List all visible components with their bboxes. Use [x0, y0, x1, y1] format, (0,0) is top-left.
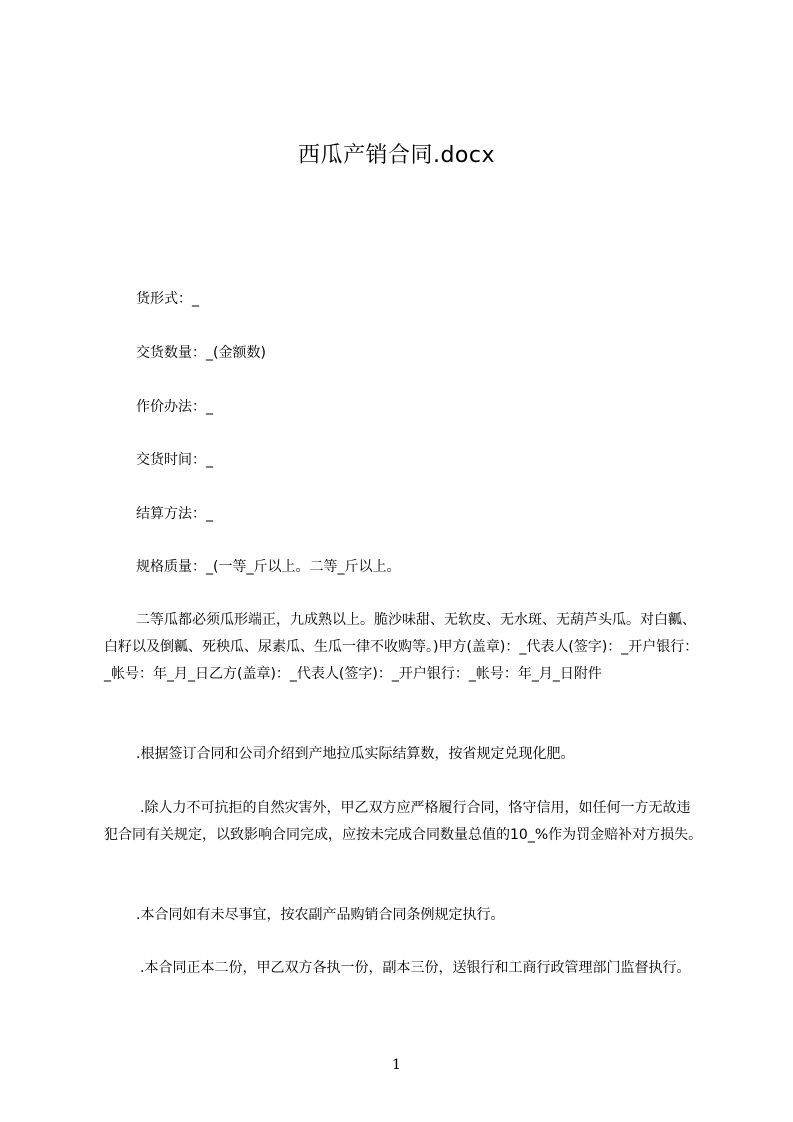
paragraph-settlement-method: 结算方法：_	[136, 506, 213, 522]
page-number: 1	[392, 1057, 401, 1073]
paragraph-delivery-form: 货形式：_	[136, 291, 199, 307]
paragraph-appendix-settlement: .根据签订合同和公司介绍到产地拉瓜实际结算数，按省规定兑现化肥。	[136, 746, 575, 762]
paragraph-delivery-time: 交货时间：_	[136, 452, 213, 468]
paragraph-appendix-unresolved: .本合同如有未尽事宜，按农副产品购销合同条例规定执行。	[136, 907, 505, 923]
document-title: 西瓜产销合同.docx	[297, 143, 496, 168]
paragraph-pricing-method: 作价办法：_	[136, 399, 213, 415]
paragraph-quality-details-signatures: 二等瓜都必须瓜形端正，九成熟以上。脆沙味甜、无软皮、无水斑、无葫芦头瓜。对白瓤、白籽以及倒瓤、死秧瓜、尿素瓜、生瓜一律不收购等。)甲方(盖章)：_代表人(签字)：_开户银行：_帐号：年_月_日乙方(盖章)：_代表人(签字)：_开户银行：_帐号：年_月_日附件	[104, 612, 699, 682]
paragraph-appendix-breach: .除人力不可抗拒的自然灾害外，甲乙双方应严格履行合同，恪守信用，如任何一方无故违犯合同有关规定，以致影响合同完成，应按未完成合同数量总值的10_%作为罚金赔补对方损失。	[104, 800, 703, 843]
paragraph-quality-spec: 规格质量：_(一等_斤以上。二等_斤以上。	[136, 559, 401, 575]
paragraph-delivery-quantity: 交货数量：_(金额数)	[136, 345, 266, 361]
paragraph-appendix-copies: .本合同正本二份，甲乙双方各执一份，副本三份，送银行和工商行政管理部门监督执行。	[140, 960, 691, 976]
